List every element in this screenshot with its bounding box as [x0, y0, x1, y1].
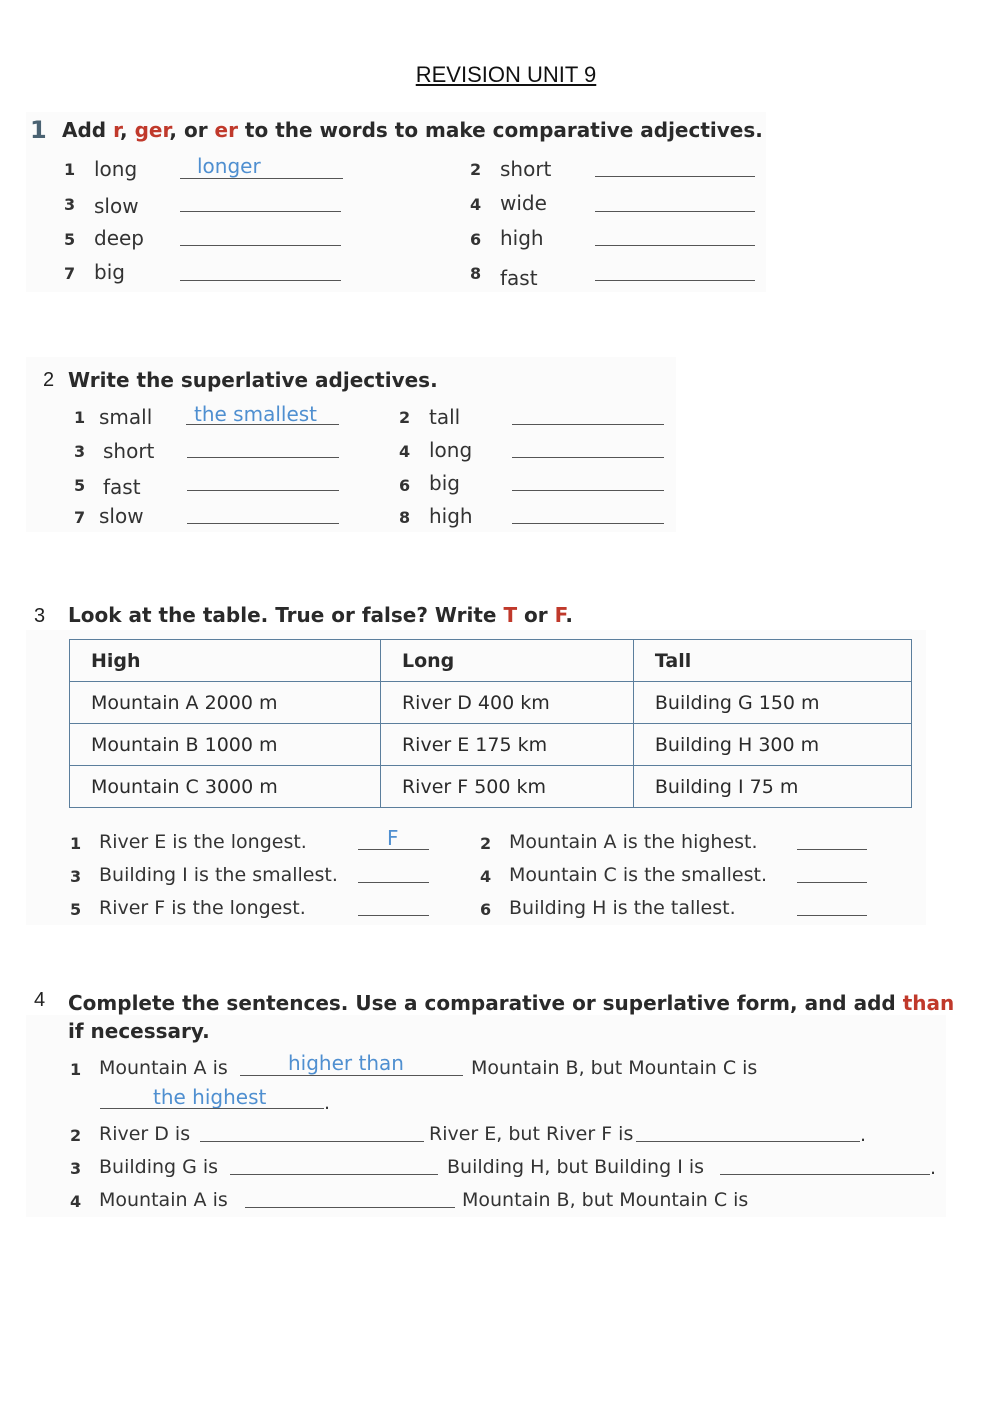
ex4-sentence-middle: Mountain B, but Mountain C is — [471, 1057, 758, 1079]
ex1-item-number: 6 — [470, 230, 482, 249]
ex2-answer: the smallest — [194, 402, 318, 426]
table-row — [70, 724, 912, 766]
ex3-item-number: 6 — [480, 900, 492, 919]
ex2-item-number: 5 — [74, 476, 86, 495]
ex1-item-number: 1 — [64, 160, 76, 179]
exercise-4-background — [26, 1015, 946, 1217]
table-header-cell: Tall — [633, 640, 911, 682]
table-cell: River F 500 km — [380, 766, 633, 808]
ex2-answer-blank[interactable] — [187, 490, 339, 491]
ex2-answer-blank[interactable] — [187, 457, 339, 458]
ex1-item-number: 7 — [64, 264, 76, 283]
table-cell: Building H 300 m — [633, 724, 911, 766]
ex4-answer: higher than — [288, 1051, 404, 1075]
ex4-answer-blank[interactable] — [230, 1174, 438, 1175]
ex3-item-number: 3 — [70, 867, 82, 886]
ex3-statement: River E is the longest. — [99, 831, 307, 853]
ex4-sentence-end: . — [860, 1124, 867, 1146]
table-header-cell: Long — [380, 640, 633, 682]
ex3-statement: Mountain A is the highest. — [509, 831, 758, 853]
ex4-sentence-middle: Mountain B, but Mountain C is — [462, 1189, 749, 1211]
ex1-answer-blank[interactable] — [595, 211, 755, 212]
ex2-item-number: 2 — [399, 408, 411, 427]
ex3-item-number: 2 — [480, 834, 492, 853]
ex4-item-number: 3 — [70, 1159, 82, 1178]
ex4-sentence-middle: Building H, but Building I is — [447, 1156, 705, 1178]
ex3-answer-blank[interactable] — [797, 915, 867, 916]
ex2-item-number: 8 — [399, 508, 411, 527]
ex4-sentence-start: River D is — [99, 1123, 191, 1145]
ex3-statement: Building H is the tallest. — [509, 897, 736, 919]
ex2-answer-blank[interactable] — [187, 523, 339, 524]
table-cell: Mountain C 3000 m — [70, 766, 381, 808]
ex4-answer-blank[interactable] — [636, 1141, 860, 1142]
ex4-answer-blank[interactable] — [720, 1174, 930, 1175]
ex3-statement: River F is the longest. — [99, 897, 306, 919]
ex2-answer-blank[interactable] — [512, 424, 664, 425]
table-cell: River D 400 km — [380, 682, 633, 724]
ex1-item-word: big — [94, 260, 125, 284]
data-table — [69, 639, 912, 808]
ex3-answer-blank[interactable] — [358, 915, 429, 916]
exercise-2-number: 2 — [43, 369, 55, 391]
exercise-1-number: 1 — [30, 116, 47, 144]
table-cell: Mountain A 2000 m — [70, 682, 381, 724]
exercise-2-heading: Write the superlative adjectives. — [68, 368, 438, 392]
page-title: REVISION UNIT 9 — [415, 62, 597, 87]
ex3-answer-blank[interactable] — [358, 882, 429, 883]
ex3-item-number: 1 — [70, 834, 82, 853]
table-cell: Building I 75 m — [633, 766, 911, 808]
table-cell: Mountain B 1000 m — [70, 724, 381, 766]
ex1-item-word: short — [500, 157, 552, 181]
ex4-answer-blank[interactable] — [245, 1207, 455, 1208]
ex3-answer: F — [387, 826, 399, 850]
ex2-answer-blank[interactable] — [512, 490, 664, 491]
ex1-item-number: 4 — [470, 195, 482, 214]
ex4-item-number: 1 — [70, 1060, 82, 1079]
ex1-answer-blank[interactable] — [180, 280, 341, 281]
ex4-answer-blank[interactable] — [200, 1141, 424, 1142]
ex4-answer: the highest — [153, 1085, 267, 1109]
ex1-answer-blank[interactable] — [595, 245, 755, 246]
table-cell: River E 175 km — [380, 724, 633, 766]
ex1-answer-blank[interactable] — [180, 211, 341, 212]
table-row — [70, 766, 912, 808]
ex2-item-word: high — [429, 504, 473, 528]
ex2-answer-blank[interactable] — [512, 523, 664, 524]
ex1-item-number: 8 — [470, 264, 482, 283]
ex2-item-number: 7 — [74, 508, 86, 527]
ex1-answer-blank[interactable] — [595, 280, 755, 281]
ex1-item-word: wide — [500, 191, 547, 215]
ex2-item-number: 4 — [399, 442, 411, 461]
ex2-item-word: long — [429, 438, 473, 462]
ex1-item-word: deep — [94, 226, 144, 250]
ex4-item-number: 4 — [70, 1192, 82, 1211]
ex4-answer-blank[interactable] — [240, 1075, 463, 1076]
table-row — [70, 682, 912, 724]
exercise-4-heading-line2: if necessary. — [68, 1019, 210, 1043]
ex3-item-number: 5 — [70, 900, 82, 919]
ex3-answer-blank[interactable] — [358, 849, 429, 850]
ex2-item-word: slow — [99, 504, 144, 528]
ex2-answer-blank[interactable] — [186, 424, 339, 425]
ex4-sentence-middle: River E, but River F is — [429, 1123, 634, 1145]
ex1-answer-blank[interactable] — [180, 245, 341, 246]
ex2-item-word: short — [103, 439, 155, 463]
exercise-3-number: 3 — [34, 605, 46, 627]
ex1-item-number: 2 — [470, 160, 482, 179]
ex1-item-word: fast — [500, 266, 538, 290]
ex4-sentence-start: Mountain A is — [99, 1189, 228, 1211]
ex3-statement: Mountain C is the smallest. — [509, 864, 767, 886]
ex3-item-number: 4 — [480, 867, 492, 886]
exercise-3-heading: Look at the table. True or false? Write T or F. — [68, 603, 573, 627]
ex1-item-word: slow — [94, 194, 139, 218]
table-header-cell: High — [70, 640, 381, 682]
ex1-item-word: long — [94, 157, 138, 181]
ex2-item-word: big — [429, 471, 460, 495]
exercise-4-number: 4 — [34, 989, 46, 1011]
exercise-1-heading: Add r, ger, or er to the words to make comparative adjectives. — [62, 118, 763, 142]
ex1-answer: longer — [197, 154, 261, 178]
ex4-answer-blank[interactable] — [100, 1108, 324, 1109]
ex2-item-word: tall — [429, 405, 461, 429]
ex2-item-number: 6 — [399, 476, 411, 495]
ex2-answer-blank[interactable] — [512, 457, 664, 458]
ex1-answer-blank[interactable] — [180, 178, 343, 179]
ex1-answer-blank[interactable] — [595, 176, 755, 177]
ex1-item-word: high — [500, 226, 544, 250]
exercise-4-heading: Complete the sentences. Use a comparative or superlative form, and add than — [68, 991, 955, 1015]
ex4-sentence-start: Mountain A is — [99, 1057, 228, 1079]
ex4-sentence-end: . — [324, 1092, 331, 1114]
ex2-item-word: fast — [103, 475, 141, 499]
ex4-sentence-start: Building G is — [99, 1156, 219, 1178]
table-header-row — [70, 640, 912, 682]
ex2-item-word: small — [99, 405, 153, 429]
ex3-answer-blank[interactable] — [797, 882, 867, 883]
ex4-sentence-end: . — [930, 1157, 937, 1179]
ex2-item-number: 3 — [74, 442, 86, 461]
table-cell: Building G 150 m — [633, 682, 911, 724]
ex1-item-number: 3 — [64, 195, 76, 214]
ex1-item-number: 5 — [64, 230, 76, 249]
ex2-item-number: 1 — [74, 408, 86, 427]
ex3-statement: Building I is the smallest. — [99, 864, 338, 886]
ex3-answer-blank[interactable] — [797, 849, 867, 850]
ex4-item-number: 2 — [70, 1126, 82, 1145]
